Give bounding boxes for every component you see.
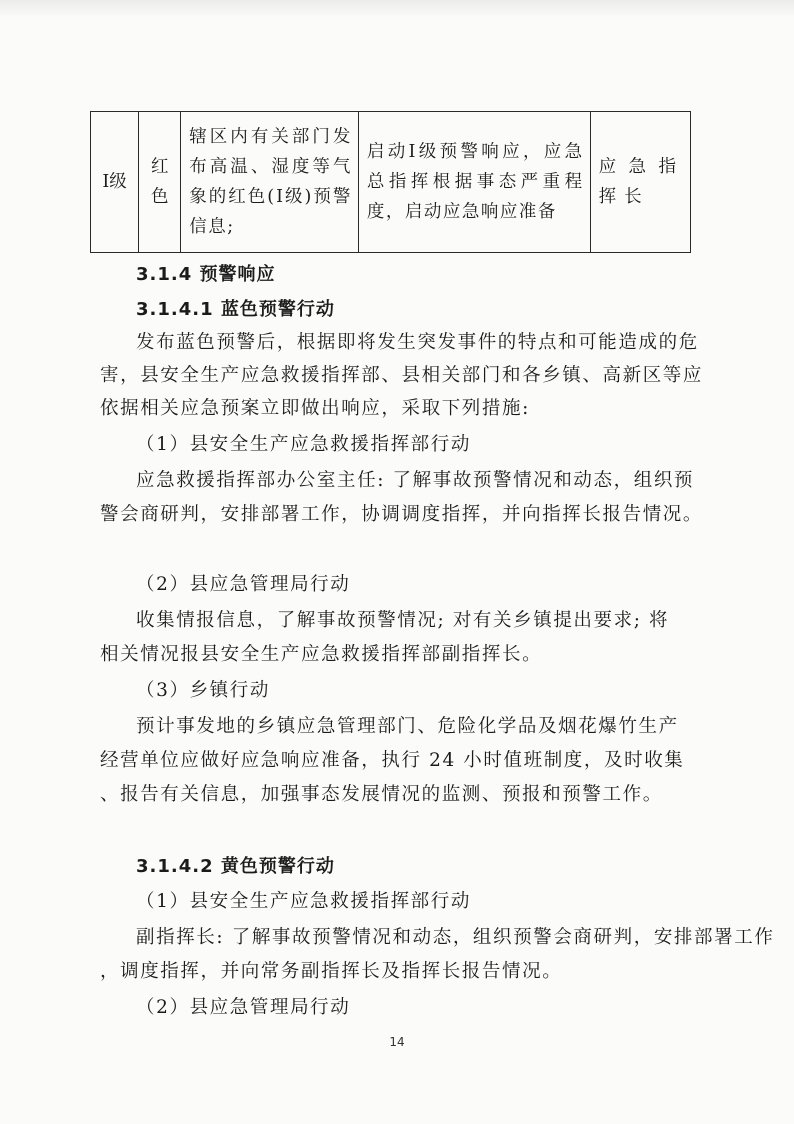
leader-cell <box>590 112 690 253</box>
yellow-item2-title: （2）县应急管理局行动 <box>136 997 351 1018</box>
blue-item2-title: （2）县应急管理局行动 <box>136 574 351 595</box>
warning-level-table <box>90 111 691 253</box>
yellow-item1-line: ，调度指挥，并向常务副指挥长及指挥长报告情况。 <box>100 961 563 982</box>
blue-item2-line: 相关情况报县安全生产应急救援指挥部副指挥长。 <box>100 644 543 665</box>
color-char: 色 <box>150 187 169 207</box>
yellow-item1-line: 副指挥长: 了解事故预警情况和动态，组织预警会商研判，安排部署工作 <box>136 927 775 948</box>
blue-intro-line: 发布蓝色预警后，根据即将发生突发事件的特点和可能造成的危 <box>136 332 699 353</box>
level-cell: Ⅰ级 <box>91 112 139 253</box>
blue-item3-line: 经营单位应做好应急响应准备，执行 24 小时值班制度，及时收集 <box>100 750 685 771</box>
blue-item1-line: 警会商研判，安排部署工作，协调调度指挥，并向指挥长报告情况。 <box>100 504 704 525</box>
blue-item3-line: 、报告有关信息，加强事态发展情况的监测、预报和预警工作。 <box>100 784 663 805</box>
page-number: 14 <box>389 1035 405 1049</box>
blue-item3-title: （3）乡镇行动 <box>136 680 270 701</box>
table-row <box>91 112 691 253</box>
condition-cell <box>181 112 359 253</box>
scan-edge <box>0 0 794 18</box>
response-cell <box>358 112 590 253</box>
section-heading-3-1-4: 3.1.4 预警响应 <box>136 264 276 285</box>
color-char: 红 <box>150 157 169 177</box>
leader-text: 应急指挥长 <box>598 157 684 207</box>
section-heading-3-1-4-2: 3.1.4.2 黄色预警行动 <box>136 856 335 877</box>
color-cell <box>139 112 181 253</box>
color-cell-text <box>139 152 180 212</box>
blue-item1-title: （1）县安全生产应急救援指挥部行动 <box>136 434 471 455</box>
blue-item1-line: 应急救援指挥部办公室主任: 了解事故预警情况和动态，组织预 <box>136 470 695 491</box>
yellow-item1-title: （1）县安全生产应急救援指挥部行动 <box>136 891 471 912</box>
condition-text: 辖区内有关部门发布高温、湿度等气象的红色(Ⅰ级)预警信息; <box>189 127 352 237</box>
blue-item3-line: 预计事发地的乡镇应急管理部门、危险化学品及烟花爆竹生产 <box>136 716 679 737</box>
response-text: 启动Ⅰ级预警响应，应急总指挥根据事态严重程度，启动应急响应准备 <box>366 142 584 222</box>
blue-intro-line: 依据相关应急预案立即做出响应，采取下列措施: <box>100 398 530 419</box>
section-heading-3-1-4-1: 3.1.4.1 蓝色预警行动 <box>136 299 335 320</box>
blue-item2-line: 收集情报信息，了解事故预警情况; 对有关乡镇提出要求; 将 <box>136 610 670 631</box>
blue-intro-line: 害，县安全生产应急救援指挥部、县相关部门和各乡镇、高新区等应 <box>100 365 704 386</box>
